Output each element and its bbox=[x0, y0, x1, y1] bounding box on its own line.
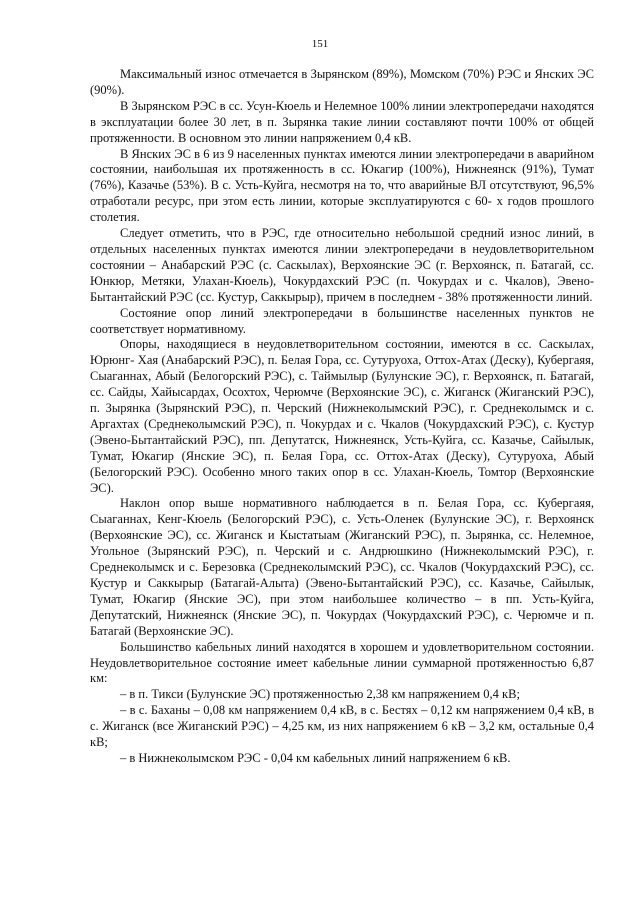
body-text bbox=[90, 67, 594, 767]
page-number: 151 bbox=[311, 38, 329, 50]
list-item: – в Нижнеколымском РЭС - 0,04 км кабельных линий напряжением 6 кВ. bbox=[120, 750, 511, 765]
list-item: – в п. Тикси (Булунские ЭС) протяженностью 2,38 км напряжением 0,4 кВ; bbox=[120, 687, 520, 702]
paragraph: Следует отметить, что в РЭС, где относительно небольшой средний износ линий, в отдельных населенных пунктах имеются линии электропередачи в неудовлетворительном состоянии – Анабарский РЭС (с. Саскылах), Верхоянские ЭС (г. Верхоянск, п. Батагай, сс. Юнкюр, Метяки, Улахан-Кюель), Чокурдахский РЭС (п. Чокурдах и с. Чкалов), Эвено-Бытантайский РЭС (сс. Кустур, Саккырыр), причем в последнем - 38% протяженности линий. bbox=[90, 226, 594, 304]
paragraph: В Зырянском РЭС в сс. Усун-Кюель и Нелемное 100% линии электропередачи находятся в эксплуатации более 30 лет, в п. Зырянка такие линии составляют почти 100% от общей протяженности. В основном это линии напряжением 0,4 кВ. bbox=[90, 98, 594, 145]
paragraph: Большинство кабельных линий находятся в хорошем и удовлетворительном состоянии. Неудовлетворительное состояние имеет кабельные линии суммарной протяженностью 6,87 км: bbox=[90, 639, 594, 686]
paragraph: Опоры, находящиеся в неудовлетворительном состоянии, имеются в сс. Саскылах, Юрюнг- Хая (Анабарский РЭС), п. Белая Гора, сс. Сутуруоха, Оттох-Атах (Деску), Кубергаяя, Сыаганнах, Абый (Белогорский РЭС), с. Таймылыр (Булунские ЭС), г. Верхоянск, п. Батагай, сс. Сайды, Хайысардах, Осохтох, Черюмче (Верхоянские ЭС), с. Жиганск (Жиганский РЭС), п. Зырянка (Зырянский РЭС), п. Черский (Нижнеколымский РЭС), г. Среднеколымск и с. Аргахтах (Среднеколымский РЭС), п. Чокурдах и с. Чкалов (Чокурдахский РЭС), с. Кустур (Эвено-Бытантайский РЭС), пп. Депутатск, Нижнеянск, Усть-Куйга, сс. Казачье, Сайылык, Тумат, Юкагир (Янские ЭС), п. Белая Гора, сс. Оттох-Атах (Деску), Сутуруоха, Абый (Белогорский РЭС). Особенно много таких опор в сс. Улахан-Кюель, Томтор (Верхоянские ЭС). bbox=[90, 337, 594, 495]
paragraph: Состояние опор линий электропередачи в большинстве населенных пунктов не соответствует нормативному. bbox=[90, 305, 594, 336]
paragraph: Максимальный износ отмечается в Зырянском (89%), Момском (70%) РЭС и Янских ЭС (90%). bbox=[90, 67, 594, 97]
paragraph: В Янских ЭС в 6 из 9 населенных пунктах имеются линии электропередачи в аварийном состоянии, наибольшая их протяженность в сс. Юкагир (100%), Нижнеянск (91%), Тумат (76%), Казачье (53%). В с. Усть-Куйга, несмотря на то, что аварийные ВЛ отсутствуют, 96,5% отработали ресурс, при этом есть линии, которые эксплуатируются с 60- х годов прошлого столетия. bbox=[90, 146, 594, 225]
paragraph: Наклон опор выше нормативного наблюдается в п. Белая Гора, сс. Кубергаяя, Сыаганнах, Кенг-Кюель (Белогорский РЭС), с. Усть-Оленек (Булунские ЭС), г. Верхоянск (Верхоянские ЭС), сс. Жиганск и Кыстатыам (Жиганский РЭС), п. Зырянка, сс. Нелемное, Угольное (Зырянский РЭС), п. Черский и с. Андрюшкино (Нижнеколымский РЭС), г. Среднеколымск и с. Березовка (Среднеколымский РЭС), сс. Чкалов (Чокурдахский РЭС), сс. Кустур и Саккырыр (Батагай-Алыта) (Эвено-Бытантайский РЭС), сс. Казачье, Сайылык, Тумат, Юкагир (Янские ЭС), при этом наибольшее количество – в пп. Усть-Куйга, Депутатский, Нижнеянск (Янские ЭС), п. Чокурдах (Чокурдахский РЭС), с. Черюмче и п. Батагай (Верхоянские ЭС). bbox=[90, 496, 594, 638]
list-item: – в с. Баханы – 0,08 км напряжением 0,4 кВ, в с. Бестях – 0,12 км напряжением 0,4 кВ, в с. Жиганск (все Жиганский РЭС) – 4,25 км, из них напряжением 6 кВ – 3,2 км, остальные 0,4 кВ; bbox=[90, 703, 594, 750]
